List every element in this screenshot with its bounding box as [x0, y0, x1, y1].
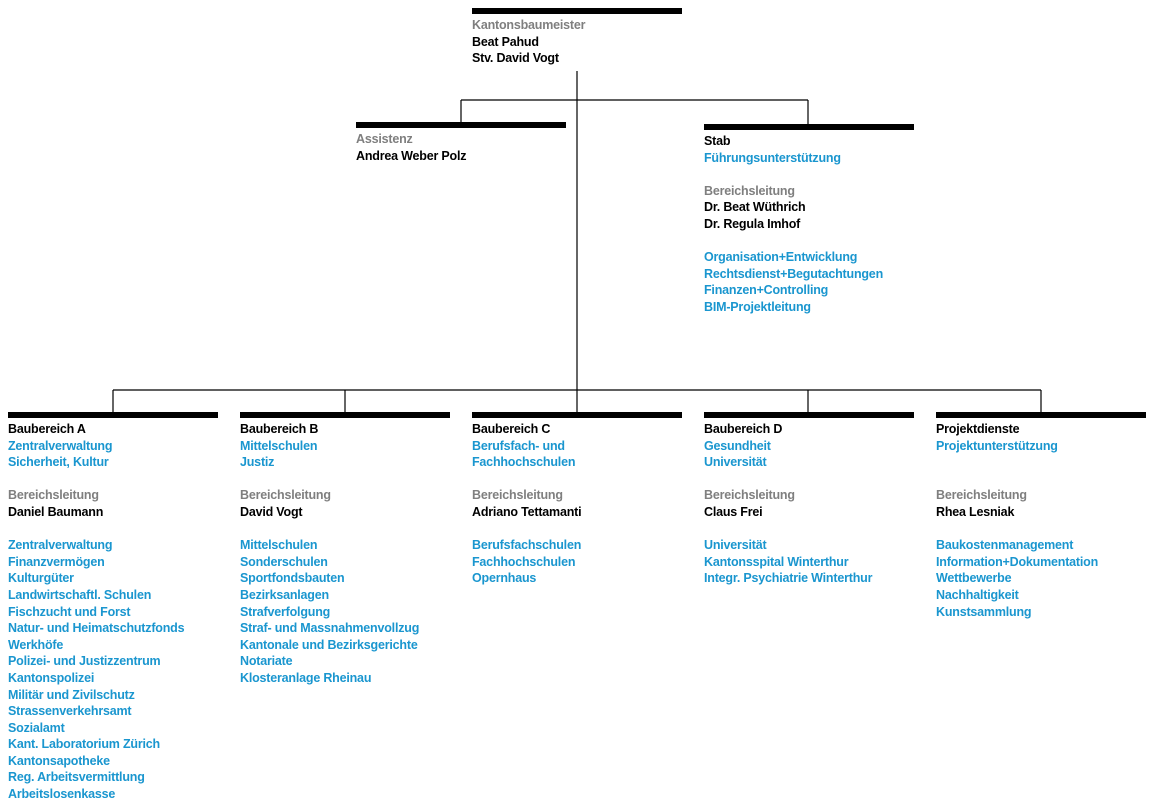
unit-item: Kantonsapotheke — [8, 753, 110, 768]
unit-item: Fachhochschulen — [472, 554, 576, 569]
department-title: Baubereich A — [8, 422, 86, 436]
node-bar — [472, 412, 682, 418]
spacer — [8, 471, 218, 488]
lead-label: Bereichsleitung — [704, 183, 795, 198]
unit-item: Militär und Zivilschutz — [8, 687, 135, 702]
unit-item: Fischzucht und Forst — [8, 604, 131, 619]
node-bar — [240, 412, 450, 418]
spacer — [936, 454, 1146, 471]
spacer — [704, 521, 914, 538]
department-column — [472, 412, 682, 587]
department-title: Baubereich B — [240, 422, 319, 436]
unit-item: Information+Dokumentation — [936, 554, 1099, 569]
department-subtitle: Fachhochschulen — [472, 455, 576, 470]
spacer — [936, 521, 1146, 538]
unit-item: Notariate — [240, 654, 293, 669]
lead-name: Claus Frei — [704, 504, 763, 519]
unit-item: Landwirtschaftl. Schulen — [8, 587, 152, 602]
unit-item: Rechtsdienst+Begutachtungen — [704, 266, 883, 281]
unit-item: Polizei- und Justizzentrum — [8, 654, 161, 669]
unit-item: Klosteranlage Rheinau — [240, 670, 372, 685]
node-bar — [356, 122, 566, 128]
unit-item: Wettbewerbe — [936, 571, 1012, 586]
lead-name: Daniel Baumann — [8, 504, 104, 519]
unit-item: Natur- und Heimatschutzfonds — [8, 621, 185, 636]
unit-item: Finanzen+Controlling — [704, 283, 829, 298]
department-subtitle: Gesundheit — [704, 438, 771, 453]
lead-label: Bereichsleitung — [8, 488, 99, 503]
lead-label: Bereichsleitung — [472, 488, 563, 503]
lead-name: David Vogt — [240, 504, 303, 519]
unit-item: Finanzvermögen — [8, 554, 105, 569]
unit-item: Strafverfolgung — [240, 604, 331, 619]
department-column — [704, 412, 914, 587]
department-subtitle: Justiz — [240, 455, 275, 470]
unit-item: Werkhöfe — [8, 637, 64, 652]
unit-item: Kantonspolizei — [8, 670, 95, 685]
unit-item: Baukostenmanagement — [936, 538, 1074, 553]
unit-item: Kant. Laboratorium Zürich — [8, 737, 160, 752]
department-title: Baubereich D — [704, 422, 783, 436]
department-subtitle: Mittelschulen — [240, 438, 318, 453]
unit-item: Zentralverwaltung — [8, 538, 113, 553]
person-name: Beat Pahud — [472, 34, 539, 49]
spacer — [240, 521, 450, 538]
spacer — [936, 471, 1146, 488]
lead-label: Bereichsleitung — [240, 488, 331, 503]
department-title: Baubereich C — [472, 422, 551, 436]
department-column — [240, 412, 450, 687]
unit-item: Mittelschulen — [240, 538, 318, 553]
unit-item: Opernhaus — [472, 571, 537, 586]
node-assistenz — [356, 122, 566, 164]
node-bar — [936, 412, 1146, 418]
department-column — [8, 412, 218, 803]
lead-label: Bereichsleitung — [936, 488, 1027, 503]
unit-item: Strassenverkehrsamt — [8, 704, 132, 719]
role-label: Kantonsbaumeister — [472, 18, 586, 32]
node-kantonsbaumeister — [472, 8, 682, 67]
deputy-name: Stv. David Vogt — [472, 51, 559, 66]
spacer — [240, 471, 450, 488]
node-bar — [8, 412, 218, 418]
node-subtitle: Führungsunterstützung — [704, 150, 841, 165]
role-label: Assistenz — [356, 132, 413, 146]
unit-item: Sonderschulen — [240, 554, 328, 569]
unit-item: BIM-Projektleitung — [704, 299, 811, 314]
node-stab — [704, 124, 914, 316]
lead-label: Bereichsleitung — [704, 488, 795, 503]
lead-name: Dr. Regula Imhof — [704, 216, 801, 231]
unit-item: Sportfondsbauten — [240, 571, 345, 586]
node-bar — [704, 412, 914, 418]
node-bar — [472, 8, 682, 14]
unit-item: Organisation+Entwicklung — [704, 250, 858, 265]
unit-item: Nachhaltigkeit — [936, 587, 1019, 602]
lead-name: Adriano Tettamanti — [472, 504, 582, 519]
department-title: Projektdienste — [936, 422, 1020, 436]
unit-item: Kantonale und Bezirksgerichte — [240, 637, 418, 652]
department-subtitle: Projektunterstützung — [936, 438, 1058, 453]
spacer — [8, 521, 218, 538]
person-name: Andrea Weber Polz — [356, 148, 467, 163]
unit-item: Straf- und Massnahmenvollzug — [240, 621, 420, 636]
spacer — [704, 471, 914, 488]
department-column — [936, 412, 1146, 620]
unit-item: Kulturgüter — [8, 571, 74, 586]
unit-item: Kantonsspital Winterthur — [704, 554, 849, 569]
department-subtitle: Universität — [704, 455, 767, 470]
node-title: Stab — [704, 134, 731, 148]
unit-item: Berufsfachschulen — [472, 538, 582, 553]
unit-item: Arbeitslosenkasse — [8, 787, 116, 802]
unit-item: Reg. Arbeitsvermittlung — [8, 770, 145, 785]
lead-name: Rhea Lesniak — [936, 504, 1015, 519]
unit-item: Sozialamt — [8, 720, 65, 735]
department-subtitle: Zentralverwaltung — [8, 438, 113, 453]
unit-item: Kunstsammlung — [936, 604, 1032, 619]
department-subtitle: Sicherheit, Kultur — [8, 455, 109, 470]
node-bar — [704, 124, 914, 130]
spacer — [472, 521, 682, 538]
lead-name: Dr. Beat Wüthrich — [704, 200, 806, 215]
spacer — [472, 471, 682, 488]
unit-item: Bezirksanlagen — [240, 587, 329, 602]
department-subtitle: Berufsfach- und — [472, 438, 565, 453]
unit-item: Universität — [704, 538, 767, 553]
unit-item: Integr. Psychiatrie Winterthur — [704, 571, 873, 586]
